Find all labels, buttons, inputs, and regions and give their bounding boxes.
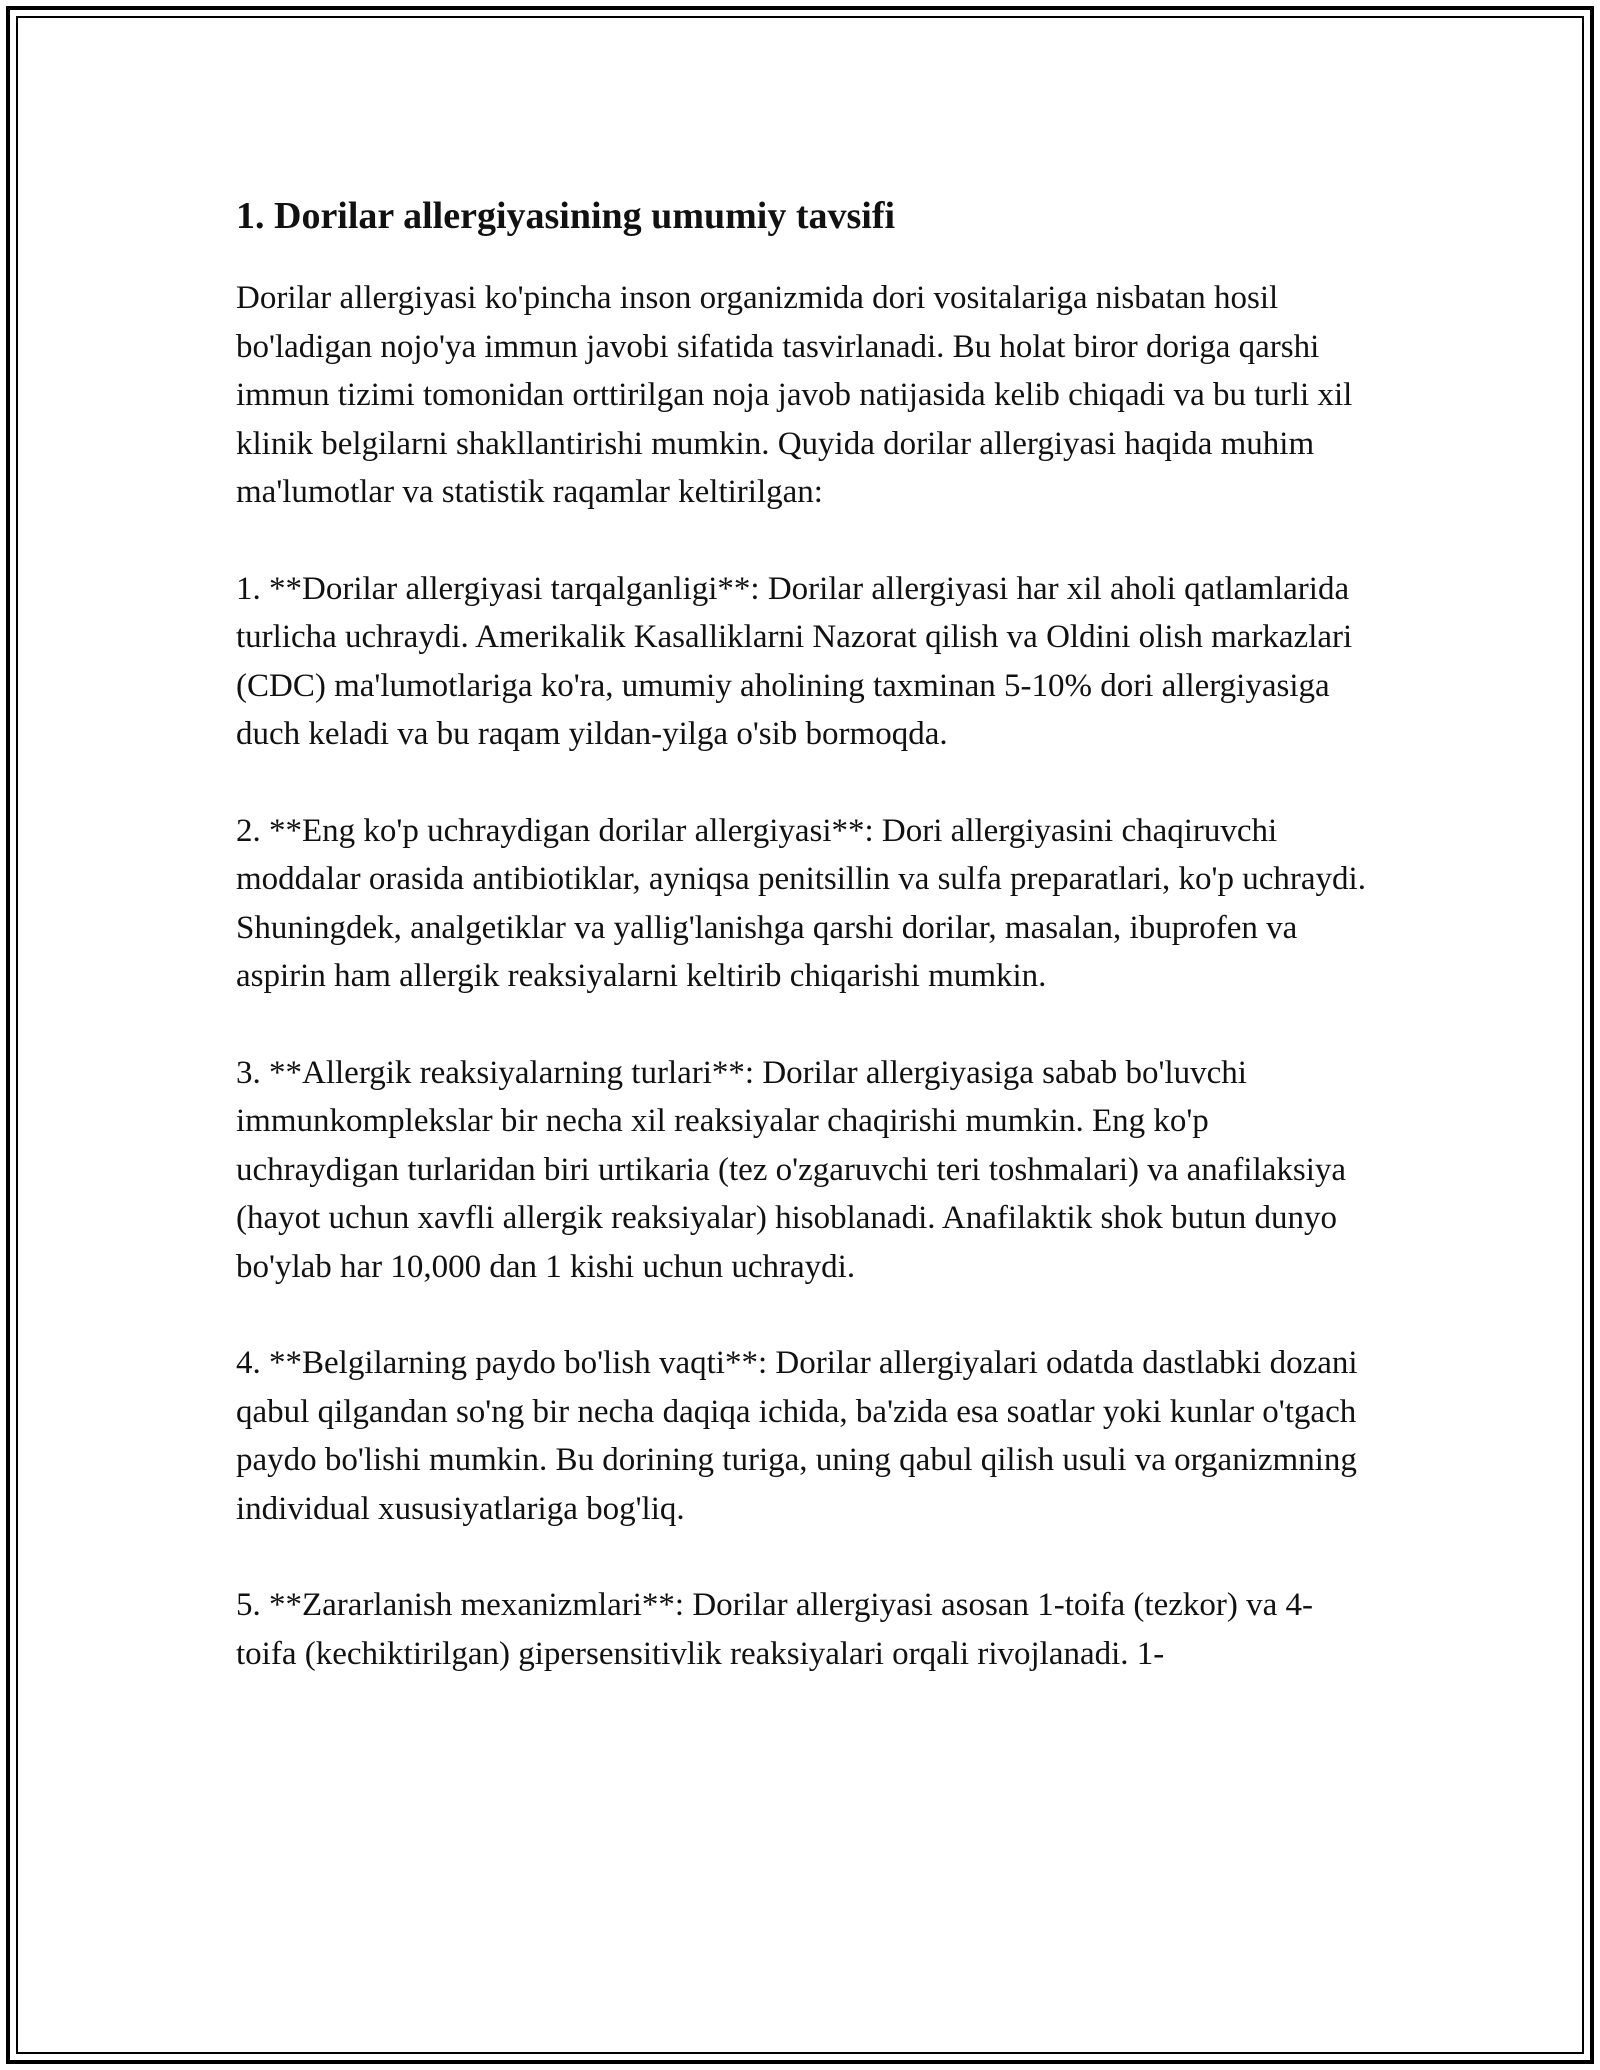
list-item-onset-time: 4. **Belgilarning paydo bo'lish vaqti**: Dorilar allergiyalari odatda dastlabki dozani qabul qilgandan so'ng bir necha daqiqa ichida, ba'zida esa soatlar yoki kunlar o'tgach paydo bo'lishi mumkin. Bu dorining turiga, uning qabul qilish usuli va organizmning individual xususiyatlariga bog'liq. xyxy=(236,1345,1358,1527)
list-item-mechanisms: 5. **Zararlanish mexanizmlari**: Dorilar allergiyasi asosan 1-toifa (tezkor) va 4-toifa (kechiktirilgan) gipersensitivlik reaksiyalari orqali rivojlanadi. 1- xyxy=(236,1587,1313,1672)
intro-paragraph: Dorilar allergiyasi ko'pincha inson organizmida dori vositalariga nisbatan hosil bo'ladigan nojo'ya immun javobi sifatida tasvirlanadi. Bu holat biror doriga qarshi immun tizimi tomonidan orttirilgan noja javob natijasida kelib chiqadi va bu turli xil klinik belgilarni shakllantirishi mumkin. Quyida dorilar allergiyasi haqida muhim ma'lumotlar va statistik raqamlar keltirilgan: xyxy=(236,280,1353,510)
list-item-common-drugs: 2. **Eng ko'p uchraydigan dorilar allergiyasi**: Dori allergiyasini chaqiruvchi moddalar orasida antibiotiklar, ayniqsa penitsillin va sulfa preparatlari, ko'p uchraydi. Shuningdek, analgetiklar va yallig'lanishga qarshi dorilar, masalan, ibuprofen va aspirin ham allergik reaksiyalarni keltirib chiqarishi mumkin. xyxy=(236,812,1366,994)
list-item-prevalence: 1. **Dorilar allergiyasi tarqalganligi**: Dorilar allergiyasi har xil aholi qatlamlarida turlicha uchraydi. Amerikalik Kasalliklarni Nazorat qilish va Oldini olish markazlari (CDC) ma'lumotlariga ko'ra, umumiy aholining taxminan 5-10% dori allergiyasiga duch keladi va bu raqam yildan-yilga o'sib bormoqda. xyxy=(236,570,1353,752)
list-item-reaction-types: 3. **Allergik reaksiyalarning turlari**: Dorilar allergiyasiga sabab bo'luvchi immunkomplekslar bir necha xil reaksiyalar chaqirishi mumkin. Eng ko'p uchraydigan turlaridan biri urtikaria (tez o'zgaruvchi teri toshmalari) va anafilaksiya (hayot uchun xavfli allergik reaksiyalar) hisoblanadi. Anafilaktik shok butun dunyo bo'ylab har 10,000 dan 1 kishi uchun uchraydi. xyxy=(236,1054,1347,1285)
section-heading: 1. Dorilar allergiyasining umumiy tavsifi xyxy=(236,195,896,237)
document-content xyxy=(236,188,1366,1726)
